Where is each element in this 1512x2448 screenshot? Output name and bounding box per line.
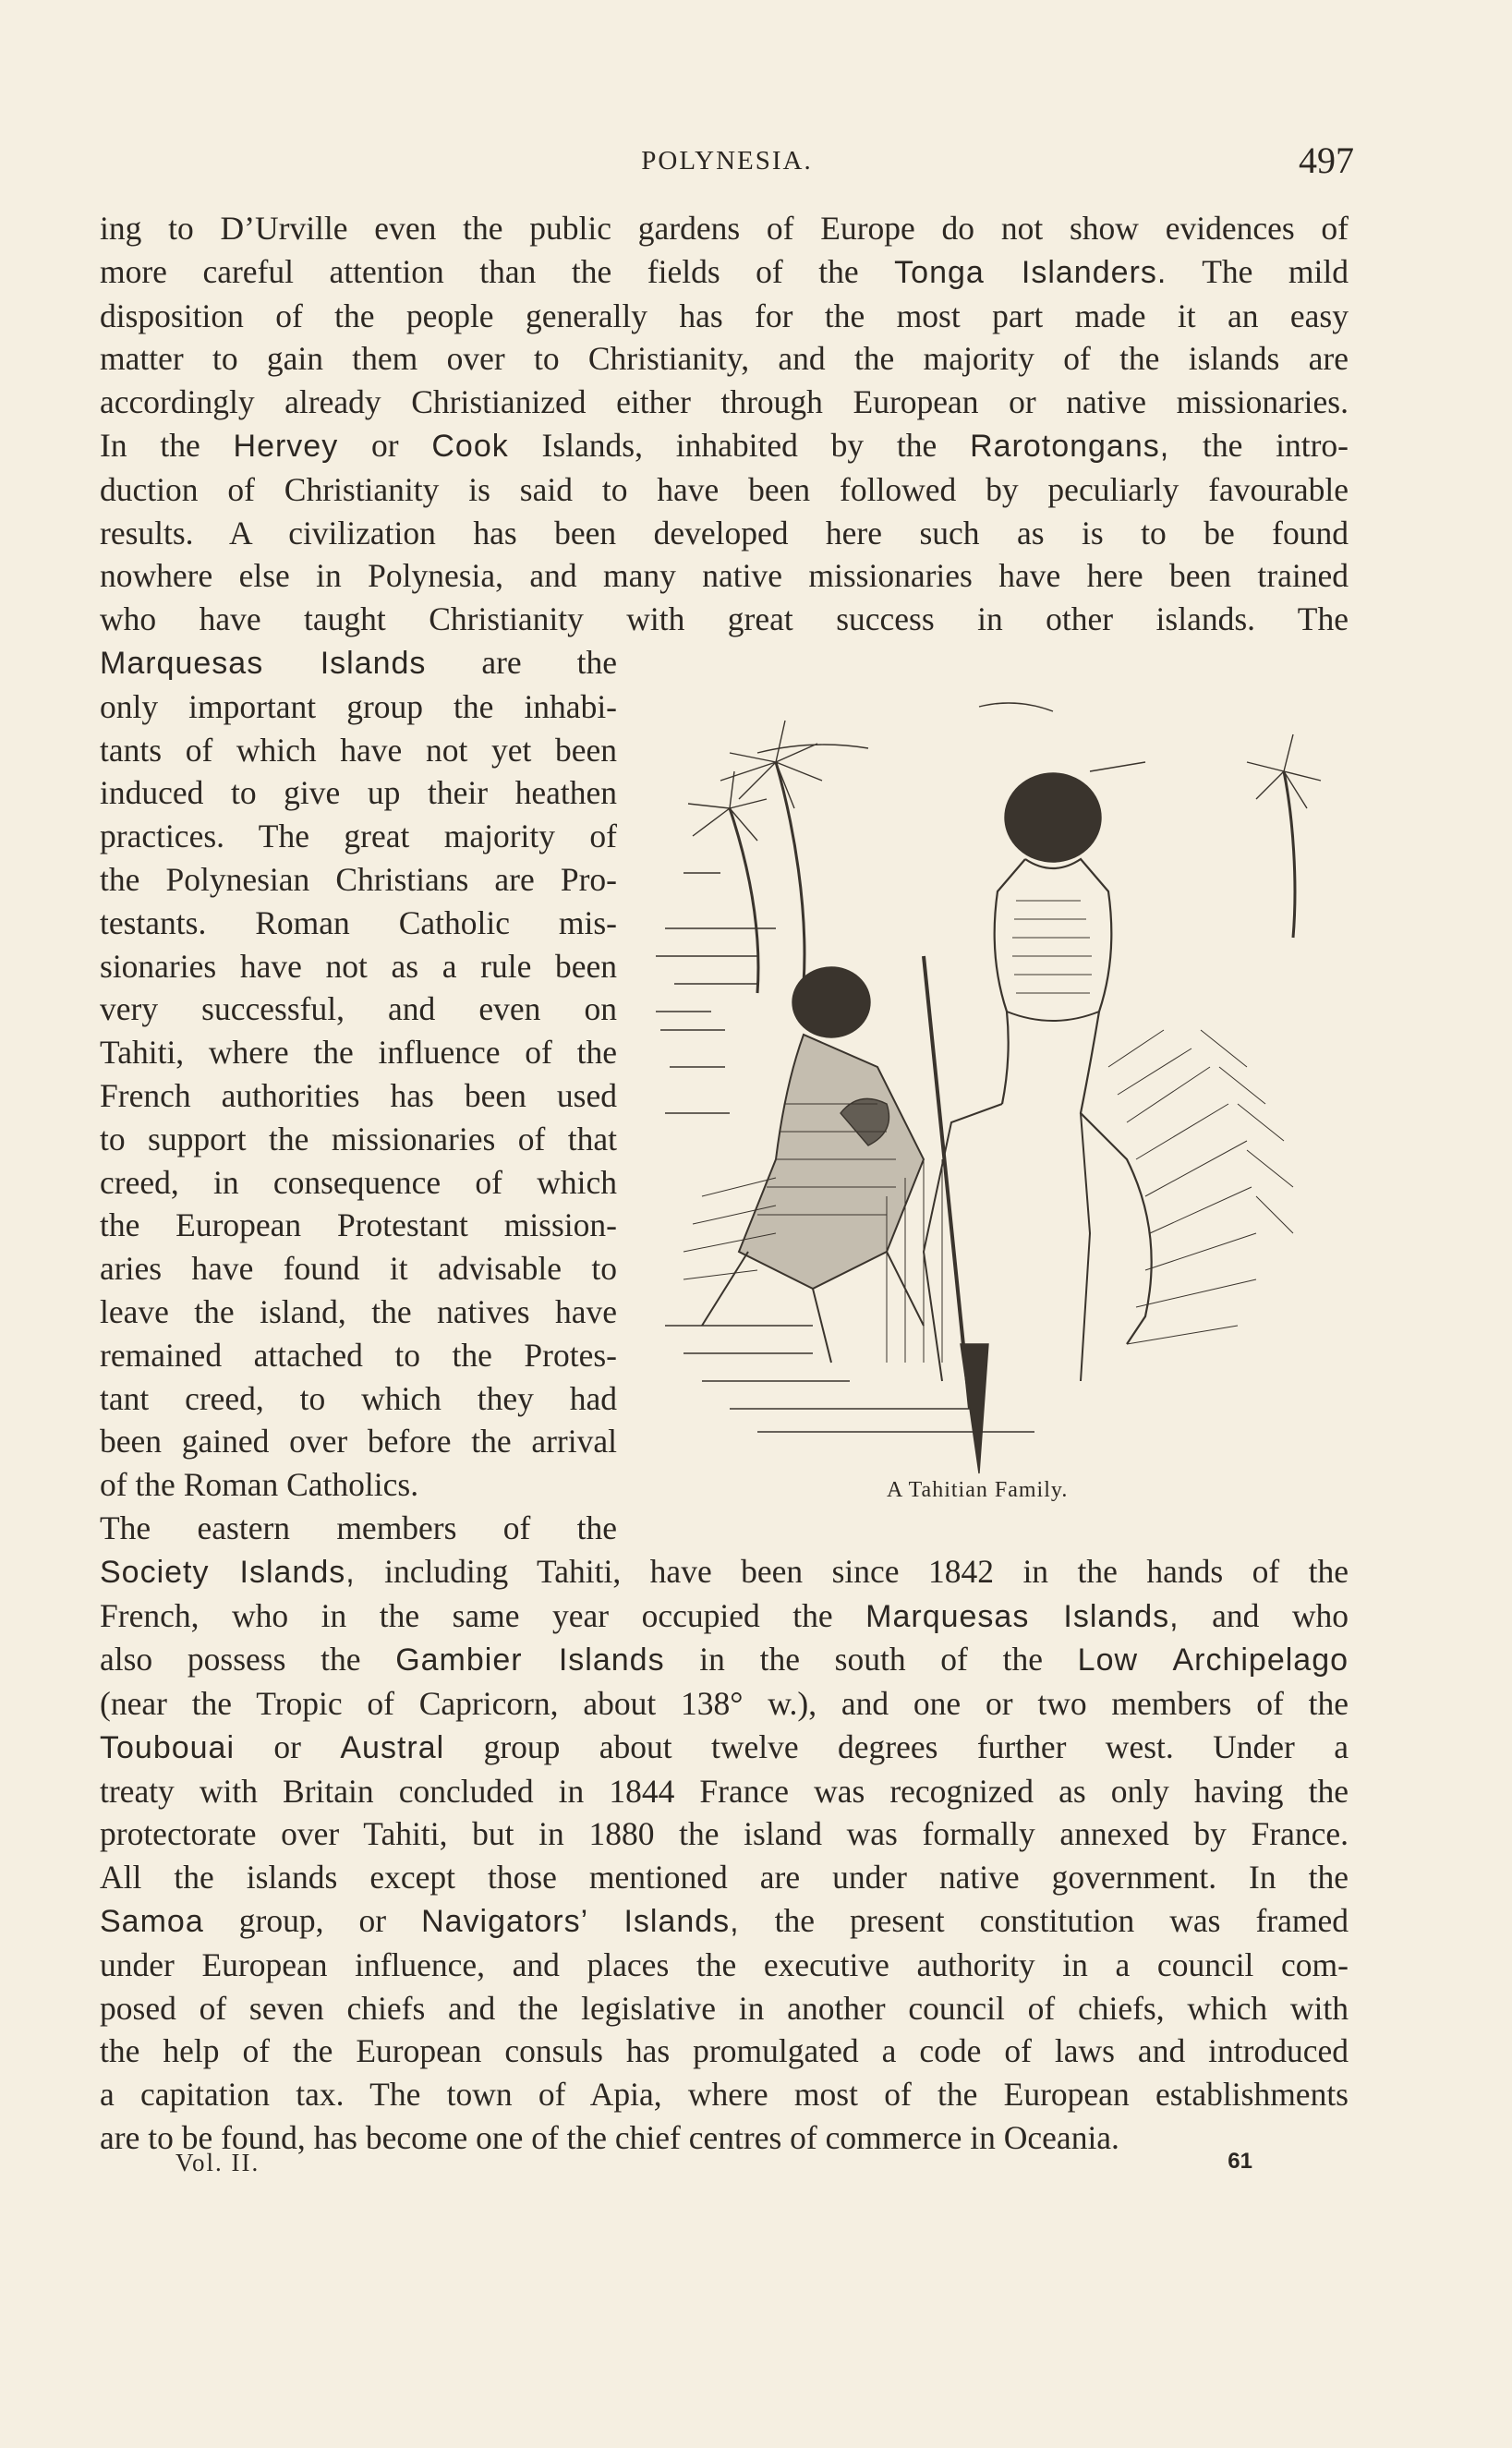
text-line: sionaries have not as a rule been <box>100 947 617 985</box>
text-line: Samoa group, or Navigators’ Islands, the present constitution was framed <box>100 1902 1349 1940</box>
running-title: POLYNESIA. <box>641 146 813 176</box>
text-line: accordingly already Christianized either through European or native missionaries. <box>100 383 1349 421</box>
text-line: the European Protestant mission- <box>100 1206 617 1244</box>
text-line: only important group the inhabi- <box>100 687 617 725</box>
text-line: leave the island, the natives have <box>100 1292 617 1330</box>
text-line: aries have found it advisable to <box>100 1250 617 1288</box>
text-line: induced to give up their heathen <box>100 774 617 812</box>
text-line: results. A civilization has been developed here such as is to be found <box>100 514 1349 551</box>
text-line: to support the missionaries of that <box>100 1120 617 1157</box>
engraving-illustration <box>647 679 1349 1492</box>
text-line: remained attached to the Protes- <box>100 1336 617 1374</box>
text-line: ing to D’Urville even the public gardens of Europe do not show evidences of <box>100 210 1349 247</box>
text-line: protectorate over Tahiti, but in 1880 the island was formally annexed by France. <box>100 1815 1349 1853</box>
text-line: a capitation tax. The town of Apia, where most of the European establishments <box>100 2076 1349 2114</box>
figure-caption: A Tahitian Family. <box>887 1478 1069 1502</box>
text-line: Tahiti, where the influence of the <box>100 1034 617 1072</box>
page-number: 497 <box>1299 139 1354 181</box>
text-line: under European influence, and places the executive authority in a council com- <box>100 1945 1349 1983</box>
text-line: French, who in the same year occupied the Marquesas Islands, and who <box>100 1596 1349 1634</box>
text-line: Marquesas Islands are the <box>100 643 617 681</box>
text-line: tants of which have not yet been <box>100 731 617 769</box>
paragraph-bottom <box>100 1550 1349 2160</box>
paragraph-wrapped <box>100 641 617 1550</box>
text-line: tant creed, to which they had <box>100 1379 617 1417</box>
text-line: creed, in consequence of which <box>100 1163 617 1201</box>
signature-mark: 61 <box>1228 2149 1252 2174</box>
text-line: been gained over before the arrival <box>100 1423 617 1460</box>
text-line: also possess the Gambier Islands in the south of the Low Archipelago <box>100 1641 1349 1678</box>
paragraph-top <box>100 207 1349 641</box>
text-line: treaty with Britain concluded in 1844 France was recognized as only having the <box>100 1772 1349 1810</box>
text-line: very successful, and even on <box>100 990 617 1028</box>
text-line: French authorities has been used <box>100 1076 617 1114</box>
engraving-tahitian-family <box>647 679 1349 1510</box>
text-line: practices. The great majority of <box>100 818 617 855</box>
text-line: (near the Tropic of Capricorn, about 138° w.), and one or two members of the <box>100 1685 1349 1723</box>
text-line: posed of seven chiefs and the legislative in another council of chiefs, which with <box>100 1989 1349 2027</box>
text-line: the help of the European consuls has promulgated a code of laws and introduced <box>100 2032 1349 2070</box>
text-line: Toubouai or Austral group about twelve degrees further west. Under a <box>100 1727 1349 1765</box>
text-line: who have taught Christianity with great success in other islands. The <box>100 600 1349 638</box>
text-line: testants. Roman Catholic mis- <box>100 903 617 941</box>
text-line: Society Islands, including Tahiti, have been since 1842 in the hands of the <box>100 1552 1349 1590</box>
text-line: duction of Christianity is said to have been followed by peculiarly favourable <box>100 470 1349 508</box>
text-line: In the Hervey or Cook Islands, inhabited by the Rarotongans, the intro- <box>100 426 1349 464</box>
text-line: The eastern members of the <box>100 1509 617 1546</box>
text-line: nowhere else in Polynesia, and many native missionaries have here been trained <box>100 557 1349 595</box>
text-line: All the islands except those mentioned are under native government. In the <box>100 1859 1349 1897</box>
text-line: the Polynesian Christians are Pro- <box>100 860 617 898</box>
text-line: are to be found, has become one of the chief centres of commerce in Oceania. <box>100 2119 1119 2157</box>
text-line: of the Roman Catholics. <box>100 1466 419 1504</box>
page-header <box>100 139 1354 192</box>
volume-label: Vol. II. <box>175 2149 260 2176</box>
text-line: more careful attention than the fields of the Tonga Islanders. The mild <box>100 252 1349 290</box>
text-line: matter to gain them over to Christianity, and the majority of the islands are <box>100 340 1349 378</box>
text-line: disposition of the people generally has for the most part made it an easy <box>100 297 1349 334</box>
